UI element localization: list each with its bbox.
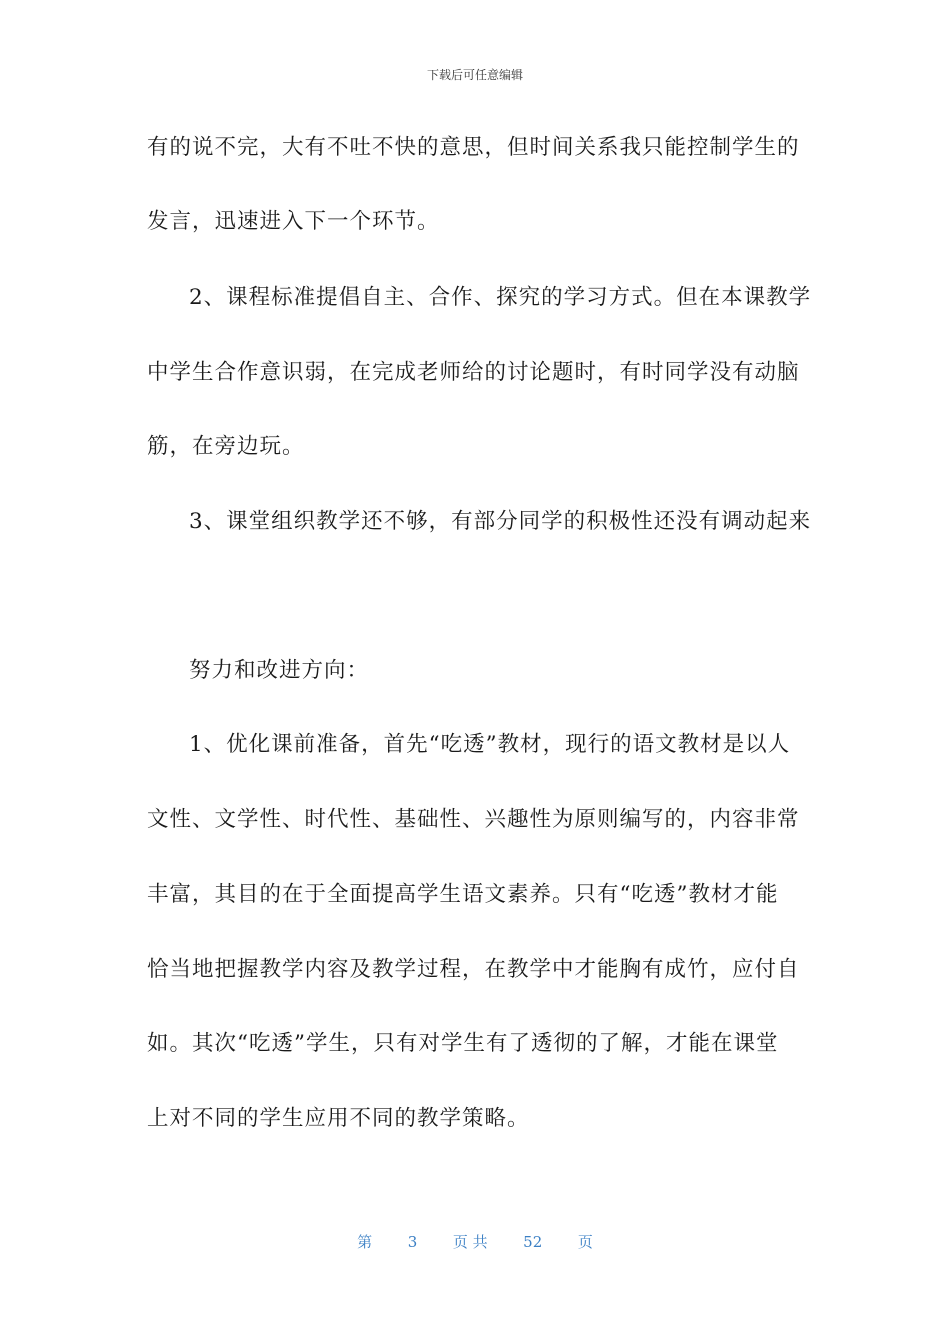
paragraph-line: 如。其次“吃透”学生，只有对学生有了透彻的了解，才能在课堂 [147, 1031, 779, 1056]
paragraph-line: 筋，在旁边玩。 [147, 434, 305, 459]
page-footer [0, 1231, 950, 1252]
paragraph-line: 恰当地把握教学内容及教学过程，在教学中才能胸有成竹，应付自 [147, 957, 800, 982]
footer-total-pages: 52 [523, 1233, 543, 1251]
paragraph-line: 3、课堂组织教学还不够，有部分同学的积极性还没有调动起来 [189, 509, 812, 534]
paragraph-line: 上对不同的学生应用不同的教学策略。 [147, 1106, 530, 1131]
paragraph-line: 发言，迅速进入下一个环节。 [147, 209, 440, 234]
footer-total-label: 页 共 [452, 1233, 488, 1251]
paragraph-line: 2、课程标准提倡自主、合作、探究的学习方式。但在本课教学 [189, 285, 812, 310]
footer-page-label: 第 [357, 1233, 373, 1251]
paragraph-line: 文性、文学性、时代性、基础性、兴趣性为原则编写的，内容非常 [147, 807, 800, 832]
paragraph-line: 有的说不完，大有不吐不快的意思，但时间关系我只能控制学生的 [147, 135, 800, 160]
footer-page-suffix: 页 [577, 1233, 593, 1251]
paragraph-line: 1、优化课前准备，首先“吃透”教材，现行的语文教材是以人 [189, 732, 791, 757]
paragraph-line: 中学生合作意识弱，在完成老师给的讨论题时，有时同学没有动脑 [147, 360, 800, 385]
footer-page-number: 3 [407, 1233, 418, 1251]
paragraph-line: 丰富，其目的在于全面提高学生语文素养。只有“吃透”教材才能 [147, 882, 779, 907]
page-header: 下载后可任意编辑 [426, 68, 523, 82]
section-heading: 努力和改进方向： [189, 658, 370, 683]
